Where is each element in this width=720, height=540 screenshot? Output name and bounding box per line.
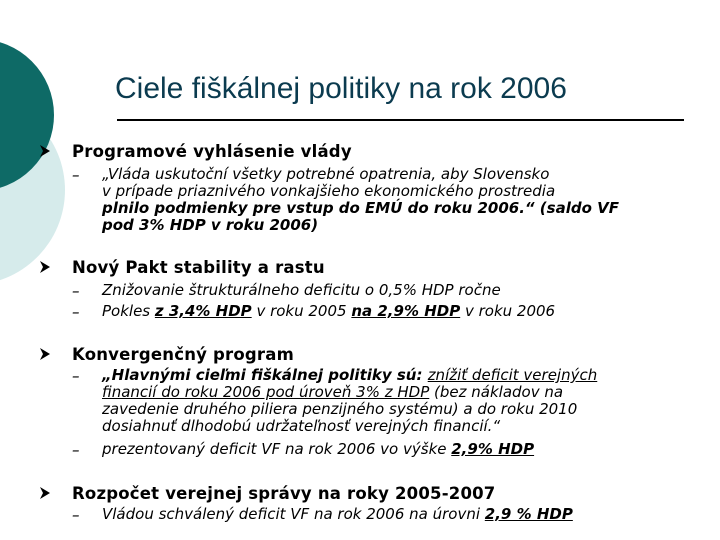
title-underline xyxy=(117,119,684,121)
sub-text xyxy=(102,166,619,234)
dash-marker: – xyxy=(72,166,80,184)
emphasis: na 2,9% HDP xyxy=(351,302,461,320)
dash-marker: – xyxy=(72,506,80,524)
emphasis: 2,9% HDP xyxy=(451,440,535,458)
bullet-heading: Konvergenčný program xyxy=(72,345,294,364)
sub-text: Znižovanie štrukturálneho deficitu o 0,5% HDP ročne xyxy=(102,281,501,299)
sub-line: dosiahnuť dlhodobú udržateľnosť verejných financií.“ xyxy=(102,417,501,435)
emphasis: 2,9 % HDP xyxy=(484,505,573,523)
dash-marker: – xyxy=(72,367,80,385)
bullet-heading: Nový Pakt stability a rastu xyxy=(72,258,325,277)
arrow-bullet-icon xyxy=(38,486,52,500)
sub-text: Vládou schválený deficit VF na rok 2006 na úrovni 2,9 % HDP xyxy=(102,505,573,523)
sub-line: „Vláda uskutoční všetky potrebné opatrenia, aby Slovensko xyxy=(102,165,550,183)
sub-text: Pokles z 3,4% HDP v roku 2005 na 2,9% HDP v roku 2006 xyxy=(102,302,556,320)
sub-line: „Hlavnými cieľmi fiškálnej politiky sú: znížiť deficit verejných xyxy=(102,366,598,384)
sub-line: financií do roku 2006 pod úroveň 3% z HDP (bez nákladov na xyxy=(102,383,564,401)
sub-line: v prípade priaznivého vonkajšieho ekonomického prostredia xyxy=(102,182,556,200)
arrow-bullet-icon xyxy=(38,144,52,158)
bullet-heading: Programové vyhlásenie vlády xyxy=(72,142,352,161)
arrow-bullet-icon xyxy=(38,347,52,361)
sub-line: pod 3% HDP v roku 2006) xyxy=(102,216,319,234)
sub-text xyxy=(102,367,597,435)
sub-line: zavedenie druhého piliera penzijného systému) a do roku 2010 xyxy=(102,400,578,418)
sub-text: prezentovaný deficit VF na rok 2006 vo výške 2,9% HDP xyxy=(102,440,535,458)
slide-title: Ciele fiškálnej politiky na rok 2006 xyxy=(115,72,567,105)
arrow-bullet-icon xyxy=(38,260,52,274)
dash-marker: – xyxy=(72,441,80,459)
sub-line: plnilo podmienky pre vstup do EMÚ do roku 2006.“ (saldo VF xyxy=(102,199,619,217)
bullet-heading: Rozpočet verejnej správy na roky 2005-2007 xyxy=(72,484,496,503)
dash-marker: – xyxy=(72,282,80,300)
dash-marker: – xyxy=(72,303,80,321)
emphasis: z 3,4% HDP xyxy=(154,302,252,320)
